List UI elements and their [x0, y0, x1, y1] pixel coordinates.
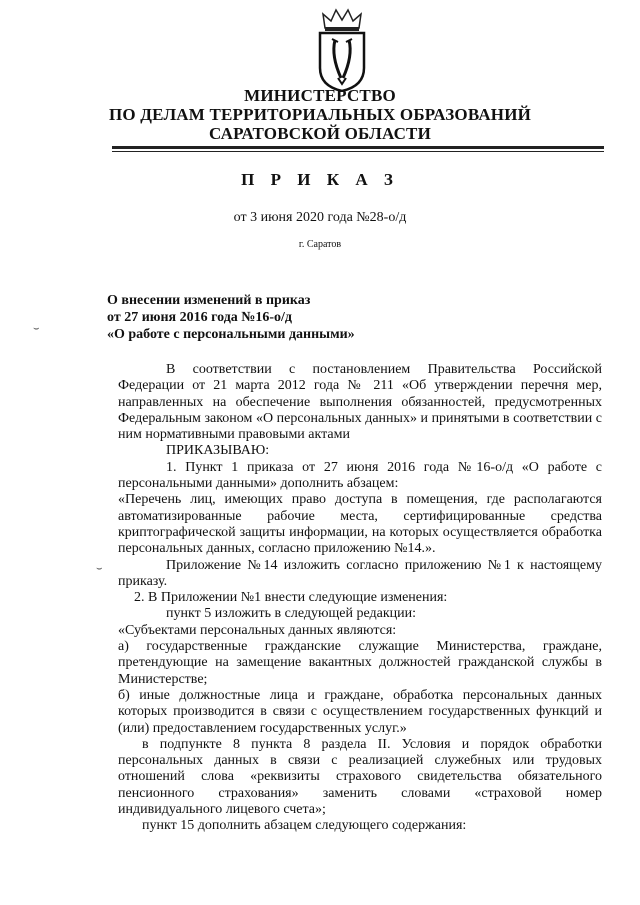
paragraph-subpoint-8: в подпункте 8 пункта 8 раздела II. Условия и порядок обработки персональных данных в связи с реализацией служебных или трудовых отношений слова «реквизиты страхового свидетельства обязательного пенсионного страхования» заменить словами «страховой номер индивидуального лицевого счета»;: [118, 736, 602, 818]
paragraph-item-2: 2. В Приложении №1 внести следующие изменения:: [134, 590, 448, 606]
document-city: г. Саратов: [298, 239, 342, 250]
document-type-title: П Р И К А З: [241, 170, 399, 189]
ministry-name-line-2: ПО ДЕЛАМ ТЕРРИТОРИАЛЬНЫХ ОБРАЗОВАНИЙ: [108, 105, 532, 124]
subject-line-2: от 27 июня 2016 года №16-о/д: [107, 310, 292, 325]
margin-scan-mark: ⌣: [96, 563, 103, 574]
subject-block: [107, 292, 355, 343]
paragraph-point-15: пункт 15 дополнить абзацем следующего содержания:: [142, 818, 467, 834]
paragraph-appendix: Приложение №14 изложить согласно приложению №1 к настоящему приказу.: [118, 557, 602, 589]
ministry-name-line-3: САРАТОВСКОЙ ОБЛАСТИ: [208, 124, 432, 143]
paragraph-item-1: 1. Пункт 1 приказа от 27 июня 2016 года №16-о/д «О работе с персональными данными» дополнить абзацем:: [118, 459, 602, 492]
coat-of-arms-emblem: [313, 6, 371, 92]
paragraph-subitem-a: а) государственные гражданские служащие Министерства, граждане, претендующие на замещение вакантных должностей гражданской службы в Министерстве;: [118, 639, 602, 687]
paragraph-subitem-b: б) иные должностные лица и граждане, обработка персональных данных которых производится в связи с осуществлением государственных функций и (или) предоставлением государственных услуг.»: [118, 687, 602, 736]
subject-line-1: О внесении изменений в приказ: [107, 293, 311, 308]
subject-line-3: «О работе с персональными данными»: [107, 327, 355, 342]
preamble-paragraph: В соответствии с постановлением Правительства Российской Федерации от 21 марта 2012 года № 211 «Об утверждении перечня мер, направленных на обеспечение выполнения обязанностей, предусмотренных Федеральным законом «О персональных данных» и принятыми в соответствии с ним нормативными правовыми актами: [118, 362, 602, 443]
document-body: [118, 362, 602, 835]
paragraph-quote-list: «Перечень лиц, имеющих право доступа в помещения, где располагаются автоматизированные рабочие места, сертифицированные средства криптографической защиты информации, на которых осуществляется обработка персональных данных, согласно приложению №14.».: [118, 492, 602, 557]
header-rule-thin: [112, 151, 604, 152]
ministry-name-line-1: МИНИСТЕРСТВО: [244, 86, 396, 105]
header-rule-thick: [112, 146, 604, 149]
order-keyword: ПРИКАЗЫВАЮ:: [166, 443, 270, 459]
paragraph-subjects-intro: «Субъектами персональных данных являются:: [118, 622, 397, 638]
paragraph-point-5: пункт 5 изложить в следующей редакции:: [166, 606, 416, 622]
document-date-number: от 3 июня 2020 года №28-о/д: [233, 210, 407, 225]
margin-scan-mark: ⌣: [33, 323, 40, 334]
